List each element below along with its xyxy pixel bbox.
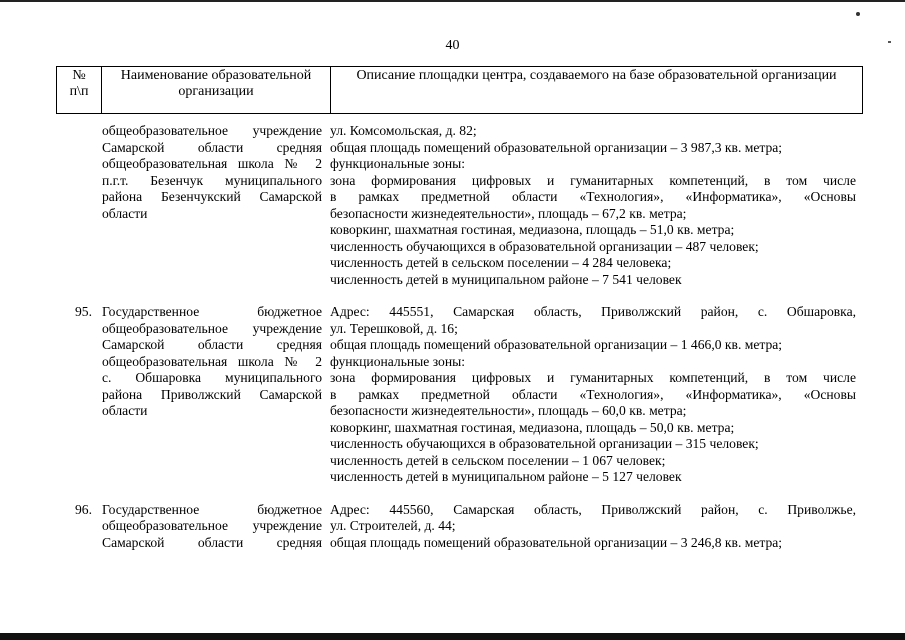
- description-line: ул. Строителей, д. 44;: [330, 518, 456, 533]
- table-header: [56, 66, 863, 114]
- description-line: функциональные зоны:: [330, 156, 466, 171]
- description-line: численность детей в сельском поселении – 1 067 человек;: [330, 452, 666, 468]
- description-line: коворкинг, шахматная гостиная, медиазона, площадь – 50,0 кв. метра;: [330, 419, 735, 435]
- header-number-col: [57, 67, 102, 114]
- description-line: функциональные зоны:: [330, 353, 466, 369]
- description-line: численность обучающихся в образовательной организации – 315 человек;: [330, 436, 759, 451]
- entry-name: [98, 502, 325, 552]
- entry-description: [325, 123, 856, 288]
- description-line: численность обучающихся в образовательной организации – 487 человек;: [330, 238, 759, 254]
- description-line: общая площадь помещений образовательной организации – 3 246,8 кв. метра;: [330, 534, 783, 550]
- header-number-line: п\п: [69, 84, 89, 99]
- name-line: области: [102, 205, 148, 221]
- table-row: [56, 123, 856, 288]
- description-line: ул. Терешковой, д. 16;: [330, 320, 458, 336]
- table-row: [56, 502, 856, 552]
- name-line: общеобразовательная школа № 2: [102, 353, 322, 369]
- name-line: Государственное бюджетное: [102, 304, 322, 319]
- description-line: численность детей в муниципальном районе – 5 127 человек: [330, 469, 682, 484]
- description-line: общая площадь помещений образовательной организации – 1 466,0 кв. метра;: [330, 337, 783, 352]
- name-line: области: [102, 403, 148, 418]
- table-body: [56, 123, 856, 551]
- table-row: [56, 304, 856, 486]
- entry-name: [98, 304, 325, 486]
- description-line: Адрес: 445551, Самарская область, Приволжский район, с. Обшаровка,: [330, 304, 856, 319]
- entry-number: [56, 123, 98, 288]
- scan-edge-bottom: [0, 633, 905, 640]
- name-line: общеобразовательное учреждение: [102, 123, 322, 138]
- header-description-col: Описание площадки центра, создаваемого на базе образовательной организации: [331, 67, 863, 114]
- scan-edge-top: [0, 0, 905, 2]
- description-line: ул. Комсомольская, д. 82;: [330, 123, 477, 138]
- description-line: безопасности жизнедеятельности», площадь – 67,2 кв. метра;: [330, 205, 687, 221]
- name-line: Самарской области средняя: [102, 337, 322, 352]
- description-line: численность детей в сельском поселении – 4 284 человека;: [330, 255, 672, 270]
- name-line: с. Обшаровка муниципального: [102, 370, 322, 385]
- name-line: Самарской области средняя: [102, 534, 322, 550]
- entry-description: [325, 502, 856, 552]
- name-line: Государственное бюджетное: [102, 501, 322, 517]
- name-line: района Приволжский Самарской: [102, 386, 322, 402]
- entry-description: [325, 304, 856, 486]
- description-line: численность детей в муниципальном районе – 7 541 человек: [330, 271, 682, 287]
- description-line: зона формирования цифровых и гуманитарных компетенций, в том числе: [330, 172, 856, 188]
- entry-number: 95.: [75, 304, 92, 319]
- scan-speck: [856, 12, 860, 16]
- description-line: Адрес: 445560, Самарская область, Приволжский район, с. Приволжье,: [330, 501, 856, 517]
- header-name-line: Наименование образовательной: [120, 68, 312, 83]
- name-line: Самарской области средняя: [102, 139, 322, 155]
- entry-name: [98, 123, 325, 288]
- name-line: района Безенчукский Самарской: [102, 189, 322, 204]
- header-number-line: №: [72, 68, 86, 83]
- header-name-col: [102, 67, 331, 114]
- header-name-line: организации: [178, 84, 254, 99]
- description-line: зона формирования цифровых и гуманитарных компетенций, в том числе: [330, 370, 856, 385]
- entry-number: 96.: [75, 501, 92, 517]
- name-line: общеобразовательное учреждение: [102, 518, 322, 533]
- page-number: 40: [445, 38, 460, 53]
- name-line: общеобразовательная школа № 2: [102, 156, 322, 171]
- description-line: в рамках предметной области «Технология», «Информатика», «Основы: [330, 189, 856, 204]
- description-line: общая площадь помещений образовательной организации – 3 987,3 кв. метра;: [330, 139, 783, 155]
- description-line: безопасности жизнедеятельности», площадь – 60,0 кв. метра;: [330, 403, 687, 418]
- name-line: п.г.т. Безенчук муниципального: [102, 172, 322, 188]
- description-line: в рамках предметной области «Технология», «Информатика», «Основы: [330, 386, 856, 402]
- description-line: коворкинг, шахматная гостиная, медиазона, площадь – 51,0 кв. метра;: [330, 222, 735, 237]
- name-line: общеобразовательное учреждение: [102, 320, 322, 336]
